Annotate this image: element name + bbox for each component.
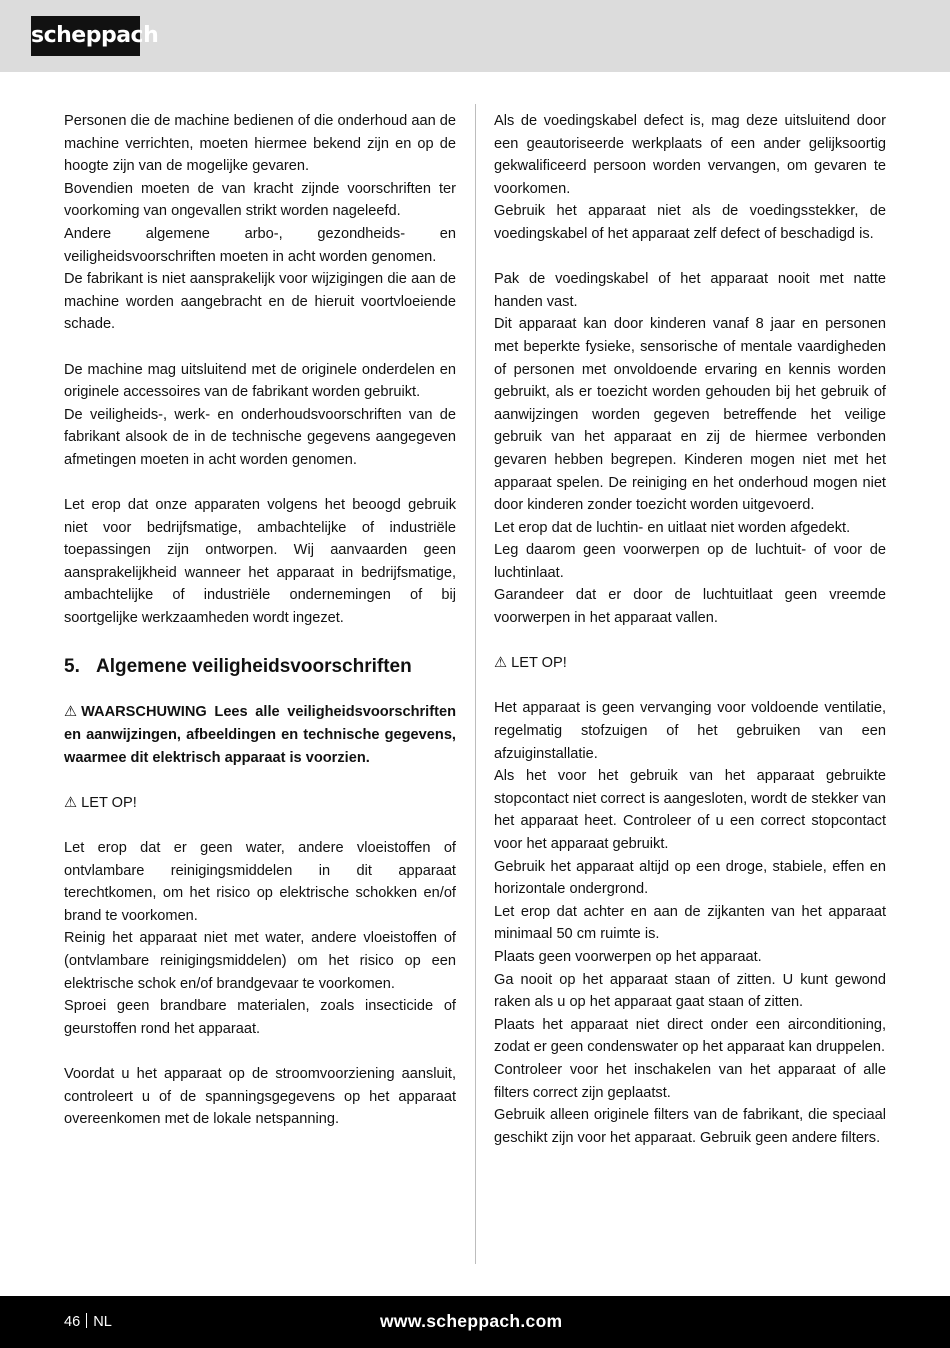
paragraph: Garandeer dat er door de luchtuitlaat geen vreemde voorwerpen in het apparaat vallen. — [494, 587, 886, 627]
paragraph: Gebruik alleen originele filters van de fabrikant, die speciaal geschikt zijn voor het apparaat. Gebruik geen andere filters. — [494, 1107, 886, 1146]
paragraph: Als de voedingskabel defect is, mag deze uitsluitend door een geautoriseerde werkplaats of een ander gelijksoortig gekwalificeerd persoon worden vervangen, om gevaren te voorkomen. — [494, 113, 886, 197]
page-footer — [0, 1296, 950, 1348]
paragraph: Let erop dat onze apparaten volgens het beoogd gebruik niet voor bedrijfsmatige, ambachtelijke of industriële toepassingen zijn ontworpen. Wij aanvaarden geen aansprakelijkheid wanneer het apparaat in bedrijfsmatige, ambachtelijke of industriële ondernemingen of bij soortgelijke werkzaamheden wordt ingezet. — [64, 497, 456, 627]
paragraph: Personen die de machine bedienen of die onderhoud aan de machine verrichten, moeten hiermee bekend zijn en op de hoogte zijn van de mogelijke gevaren. — [64, 113, 456, 175]
paragraph: Controleer voor het inschakelen van het apparaat of alle filters correct zijn geplaatst. — [494, 1061, 886, 1101]
website-url: www.scheppach.com — [380, 1311, 563, 1331]
page-header — [0, 0, 950, 72]
page-number: 46 — [64, 1314, 81, 1330]
paragraph: Pak de voedingskabel of het apparaat nooit met natte handen vast. — [494, 271, 886, 310]
paragraph: Voordat u het apparaat op de stroomvoorziening aansluit, controleert u of de spanningsgegevens op het apparaat overeenkomen met de lokale netspanning. — [64, 1065, 456, 1128]
section-title: Algemene veiligheidsvoorschriften — [96, 656, 412, 678]
paragraph: Let erop dat achter en aan de zijkanten van het apparaat minimaal 50 cm ruimte is. — [494, 903, 886, 943]
paragraph: Leg daarom geen voorwerpen op de luchtuit- of voor de luchtinlaat. — [494, 542, 886, 581]
paragraph: De machine mag uitsluitend met de originele onderdelen en originele accessoires van de fabrikant worden gebruikt. — [64, 361, 456, 401]
warning-notice — [64, 701, 456, 769]
warning-triangle-icon: ⚠ — [494, 655, 508, 672]
warning-triangle-icon: ⚠ — [64, 704, 78, 721]
paragraph: Reinig het apparaat niet met water, andere vloeistoffen of (ontvlambare reinigingsmiddelen) om het risico op een elektrische schok en/of brandgevaar te voorkomen. — [64, 930, 456, 992]
paragraph: De fabrikant is niet aansprakelijk voor wijzigingen die aan de machine worden aangebracht en de hieruit voortvloeiende schade. — [64, 271, 456, 333]
paragraph: Het apparaat is geen vervanging voor voldoende ventilatie, regelmatig stofzuigen of het gebruiken van een afzuiginstallatie. — [494, 700, 886, 762]
paragraph: Sproei geen brandbare materialen, zoals insecticide of geurstoffen rond het apparaat. — [64, 998, 456, 1037]
paragraph: Plaats geen voorwerpen op het apparaat. — [494, 948, 762, 965]
paragraph: Plaats het apparaat niet direct onder een airconditioning, zodat er geen condenswater op het apparaat kan druppelen. — [494, 1016, 886, 1056]
section-number: 5. — [64, 656, 80, 678]
caution-text: LET OP! — [81, 794, 137, 811]
column-divider — [475, 104, 476, 1264]
paragraph: Let erop dat de luchtin- en uitlaat niet worden afgedekt. — [494, 519, 851, 536]
warning-triangle-icon: ⚠ — [64, 794, 78, 811]
page-info — [64, 1311, 112, 1333]
caution-notice — [64, 792, 456, 815]
section-heading — [64, 652, 456, 679]
paragraph: Dit apparaat kan door kinderen vanaf 8 jaar en personen met beperkte fysieke, sensorische of mentale vaardigheden of personen met onvoldoende ervaring en kennis worden gebruikt, als er toezicht worden gehouden bij het gebruik of aanwijzingen worden gegeven betreffende het veilige gebruik van het apparaat en zij de hiermee verbonden gevaren hebben begrepen. Kinderen mogen niet met het apparaat spelen. De reiniging en het onderhoud mogen niet door kinderen zonder toezicht worden uitgevoerd. — [494, 316, 886, 514]
caution-text: LET OP! — [511, 655, 567, 672]
paragraph: Andere algemene arbo-, gezondheids- en veiligheidsvoorschriften moeten in acht worden genomen. — [64, 225, 456, 265]
caution-notice — [494, 652, 886, 675]
paragraph: Gebruik het apparaat altijd op een droge, stabiele, effen en horizontale ondergrond. — [494, 858, 886, 898]
paragraph: Gebruik het apparaat niet als de voedingsstekker, de voedingskabel of het apparaat zelf defect of beschadigd is. — [494, 203, 886, 242]
footer-separator — [86, 1313, 87, 1328]
paragraph: Bovendien moeten de van kracht zijnde voorschriften ter voorkoming van ongevallen strikt worden nageleefd. — [64, 180, 456, 220]
scheppach-logo: scheppach — [31, 16, 140, 56]
paragraph: De veiligheids-, werk- en onderhoudsvoorschriften van de fabrikant alsook de in de technische gegevens aangegeven afmetingen moeten in acht worden genomen. — [64, 406, 456, 468]
warning-text: WAARSCHUWING Lees alle veiligheidsvoorschriften en aanwijzingen, afbeeldingen en technische gegevens, waarmee dit elektrisch apparaat is voorzien. — [64, 704, 456, 766]
paragraph: Let erop dat er geen water, andere vloeistoffen of ontvlambare reinigingsmiddelen in dit apparaat terechtkomen, om het risico op elektrische schokken en/of brand te voorkomen. — [64, 840, 456, 924]
paragraph: Ga nooit op het apparaat staan of zitten. U kunt gewond raken als u op het apparaat gaat staan of zitten. — [494, 971, 886, 1011]
left-column — [64, 110, 456, 1131]
language-code: NL — [93, 1314, 112, 1330]
right-column — [494, 110, 886, 1149]
paragraph: Als het voor het gebruik van het apparaat gebruikte stopcontact niet correct is aangesloten, wordt de stekker van het apparaat heet. Controleer of u een correct stopcontact voor het apparaat gebruikt. — [494, 768, 886, 852]
